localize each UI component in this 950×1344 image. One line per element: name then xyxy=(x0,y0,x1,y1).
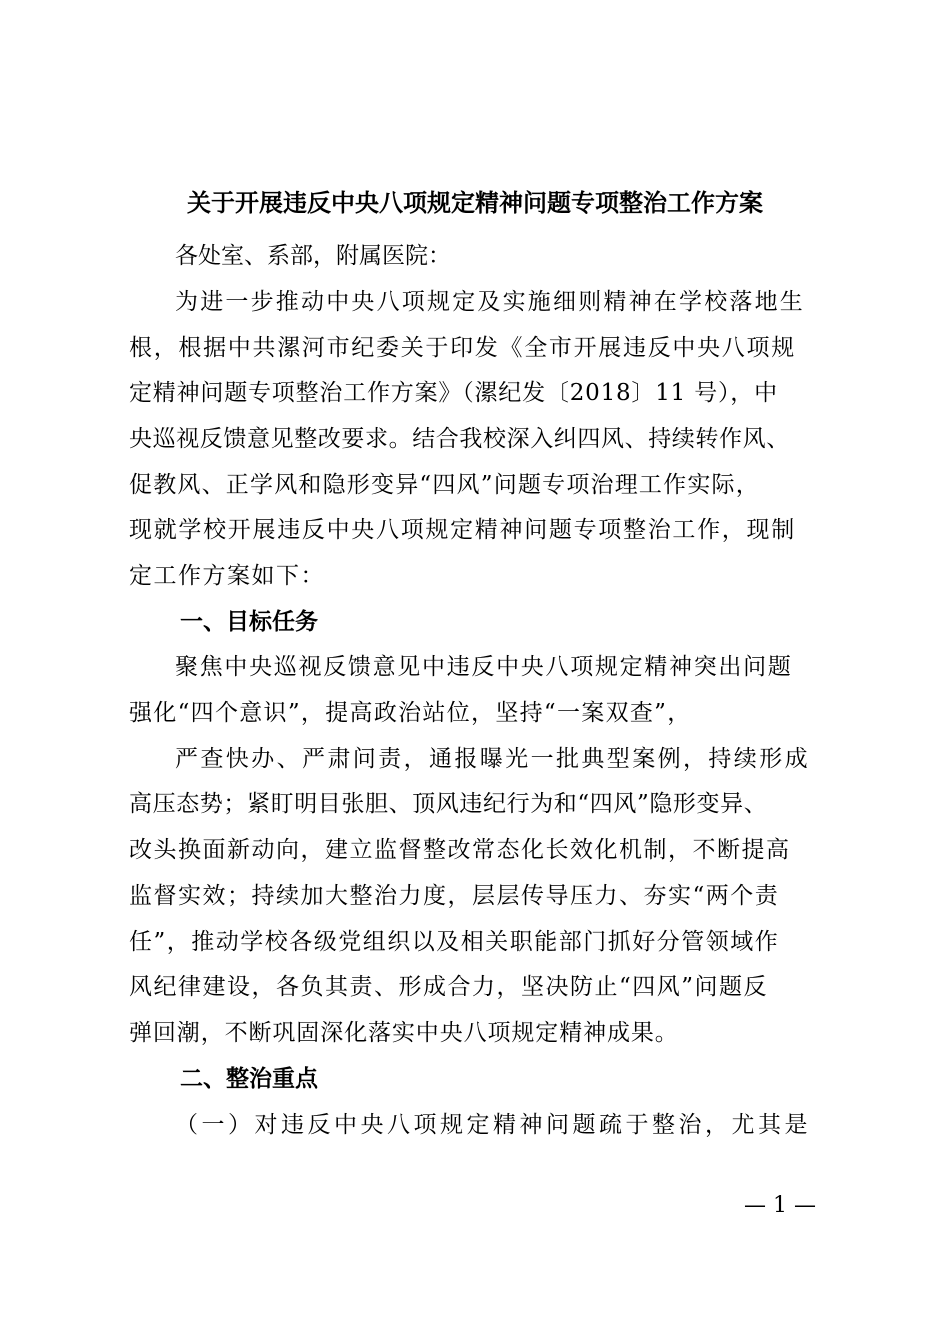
intro-line: 央巡视反馈意见整改要求。结合我校深入纠四风、持续转作风、 xyxy=(129,426,790,452)
page-number: — 1 — xyxy=(744,1193,816,1218)
goals-line: 高压态势；紧盯明目张胆、顶风违纪行为和“四风”隐形变异、 xyxy=(129,791,768,817)
focus-line: （一）对违反中央八项规定精神问题疏于整治，尤其是 xyxy=(175,1112,811,1138)
goals-line: 任”，推动学校各级党组织以及相关职能部门抓好分管领域作 xyxy=(129,929,780,955)
intro-line: 促教风、正学风和隐形变异“四风”问题专项治理工作实际， xyxy=(129,472,760,498)
goals-line: 强化“四个意识”，提高政治站位，坚持“一案双查”， xyxy=(129,700,692,726)
salutation: 各处室、系部，附属医院： xyxy=(175,243,451,269)
intro-line: 现就学校开展违反中央八项规定精神问题专项整治工作，现制 xyxy=(129,517,796,543)
goals-line: 监督实效；持续加大整治力度，层层传导压力、夯实“两个责 xyxy=(129,883,780,909)
intro-line: 根，根据中共漯河市纪委关于印发《全市开展违反中央八项规 xyxy=(129,335,796,361)
goals-line: 弹回潮，不断巩固深化落实中央八项规定精神成果。 xyxy=(129,1020,679,1046)
goals-line: 改头换面新动向，建立监督整改常态化长效化机制，不断提高 xyxy=(129,837,791,863)
goals-line: 严查快办、严肃问责，通报曝光一批典型案例，持续形成 xyxy=(175,746,810,772)
intro-line: 定工作方案如下： xyxy=(129,563,325,589)
goals-line: 风纪律建设，各负其责、形成合力，坚决防止“四风”问题反 xyxy=(129,974,769,1000)
section-heading-focus: 二、整治重点 xyxy=(180,1065,318,1092)
intro-line: 定精神问题专项整治工作方案》（漯纪发〔2018〕11 号），中 xyxy=(129,380,778,406)
section-heading-goals: 一、目标任务 xyxy=(180,608,318,635)
goals-line: 聚焦中央巡视反馈意见中违反中央八项规定精神突出问题 xyxy=(175,654,793,680)
intro-line: 为进一步推动中央八项规定及实施细则精神在学校落地生 xyxy=(175,289,805,315)
document-title: 关于开展违反中央八项规定精神问题专项整治工作方案 xyxy=(187,188,763,217)
